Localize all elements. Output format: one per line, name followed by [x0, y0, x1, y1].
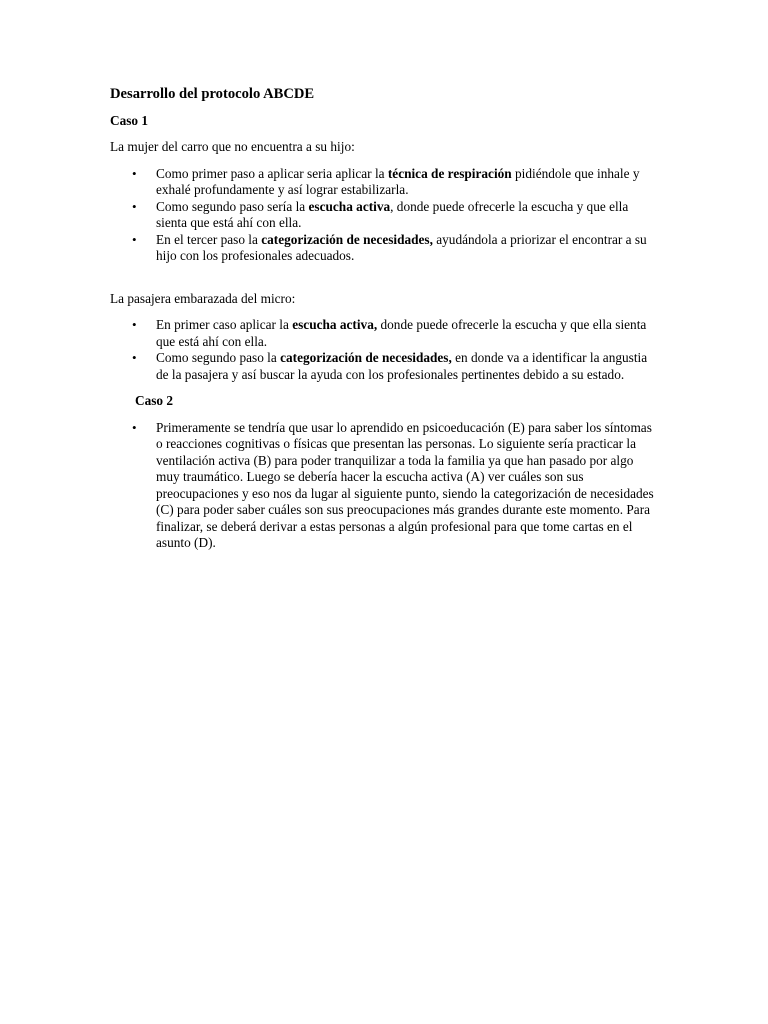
list-item — [110, 350, 660, 383]
list-item-bold: categorización de necesidades, — [261, 231, 433, 247]
list-item-bold: técnica de respiración — [387, 165, 512, 181]
list-item-text: , donde puede ofrecerle la escucha y que ella sienta que está ahí con ella. — [156, 198, 629, 230]
case-2-list — [110, 420, 660, 552]
case-1-heading: Caso 1 — [110, 112, 149, 128]
list-item-text: donde puede ofrecerle la escucha y que ella sienta que está ahí con ella. — [156, 317, 647, 349]
list-item-text: En primer caso aplicar la — [156, 317, 293, 332]
case-1-intro-mujer: La mujer del carro que no encuentra a su hijo: — [110, 139, 355, 154]
list-item-text: Como segundo paso sería la — [156, 198, 309, 214]
list-item-text: Primeramente se tendría que usar lo aprendido en psicoeducación (E) para saber los síntomas o reacciones cognitivas o físicas que presentan las personas. Lo siguiente sería practicar la ventilación activa (B) para poder tranquilizar a toda la familia ya que han pasado por algo muy traumático. Luego se debería hacer la escucha activa (A) ver cuáles son sus preocupaciones y eso nos da lugar al siguiente punto, siendo la categorización de necesidades (C) para poder saber cuáles son sus preocupaciones más grandes durante este momento. Para finalizar, se deberá derivar a estas personas a algún profesional para que tome cartas en el asunto (D). — [156, 419, 654, 550]
list-item-bold: categorización de necesidades, — [280, 350, 452, 365]
case-1-mujer-list — [110, 166, 660, 265]
list-item — [110, 166, 660, 199]
list-item-bold: escucha activa — [308, 198, 391, 214]
list-item-bold: escucha activa, — [292, 317, 378, 332]
bullet-icon: • — [132, 165, 137, 181]
list-item — [110, 420, 660, 552]
bullet-icon: • — [132, 231, 137, 247]
list-item-text: En el tercer paso la — [156, 231, 262, 247]
bullet-icon: • — [132, 350, 137, 365]
case-2-heading: Caso 2 — [135, 393, 174, 408]
list-item-text: ayudándola a priorizar el encontrar a su hijo con los profesionales adecuados. — [156, 231, 647, 263]
bullet-icon: • — [132, 419, 137, 435]
list-item-text: Como primer paso a aplicar seria aplicar la — [156, 165, 388, 181]
bullet-icon: • — [132, 317, 137, 332]
list-item — [110, 317, 660, 350]
case-1-intro-pasajera: La pasajera embarazada del micro: — [110, 290, 296, 306]
list-item-text: en donde va a identificar la angustia de la pasajera y así buscar la ayuda con los profesionales pertinentes debido a su estado. — [156, 350, 648, 382]
list-item — [110, 199, 660, 232]
document-title: Desarrollo del protocolo ABCDE — [110, 86, 315, 102]
spacer — [110, 275, 660, 291]
bullet-icon: • — [132, 198, 137, 214]
list-item — [110, 232, 660, 265]
case-1-pasajera-list — [110, 317, 660, 383]
list-item-text: pidiéndole que inhale y exhalé profundamente y así lograr estabilizarla. — [156, 165, 640, 197]
list-item-text: Como segundo paso la — [156, 350, 281, 365]
document-page — [110, 86, 660, 562]
